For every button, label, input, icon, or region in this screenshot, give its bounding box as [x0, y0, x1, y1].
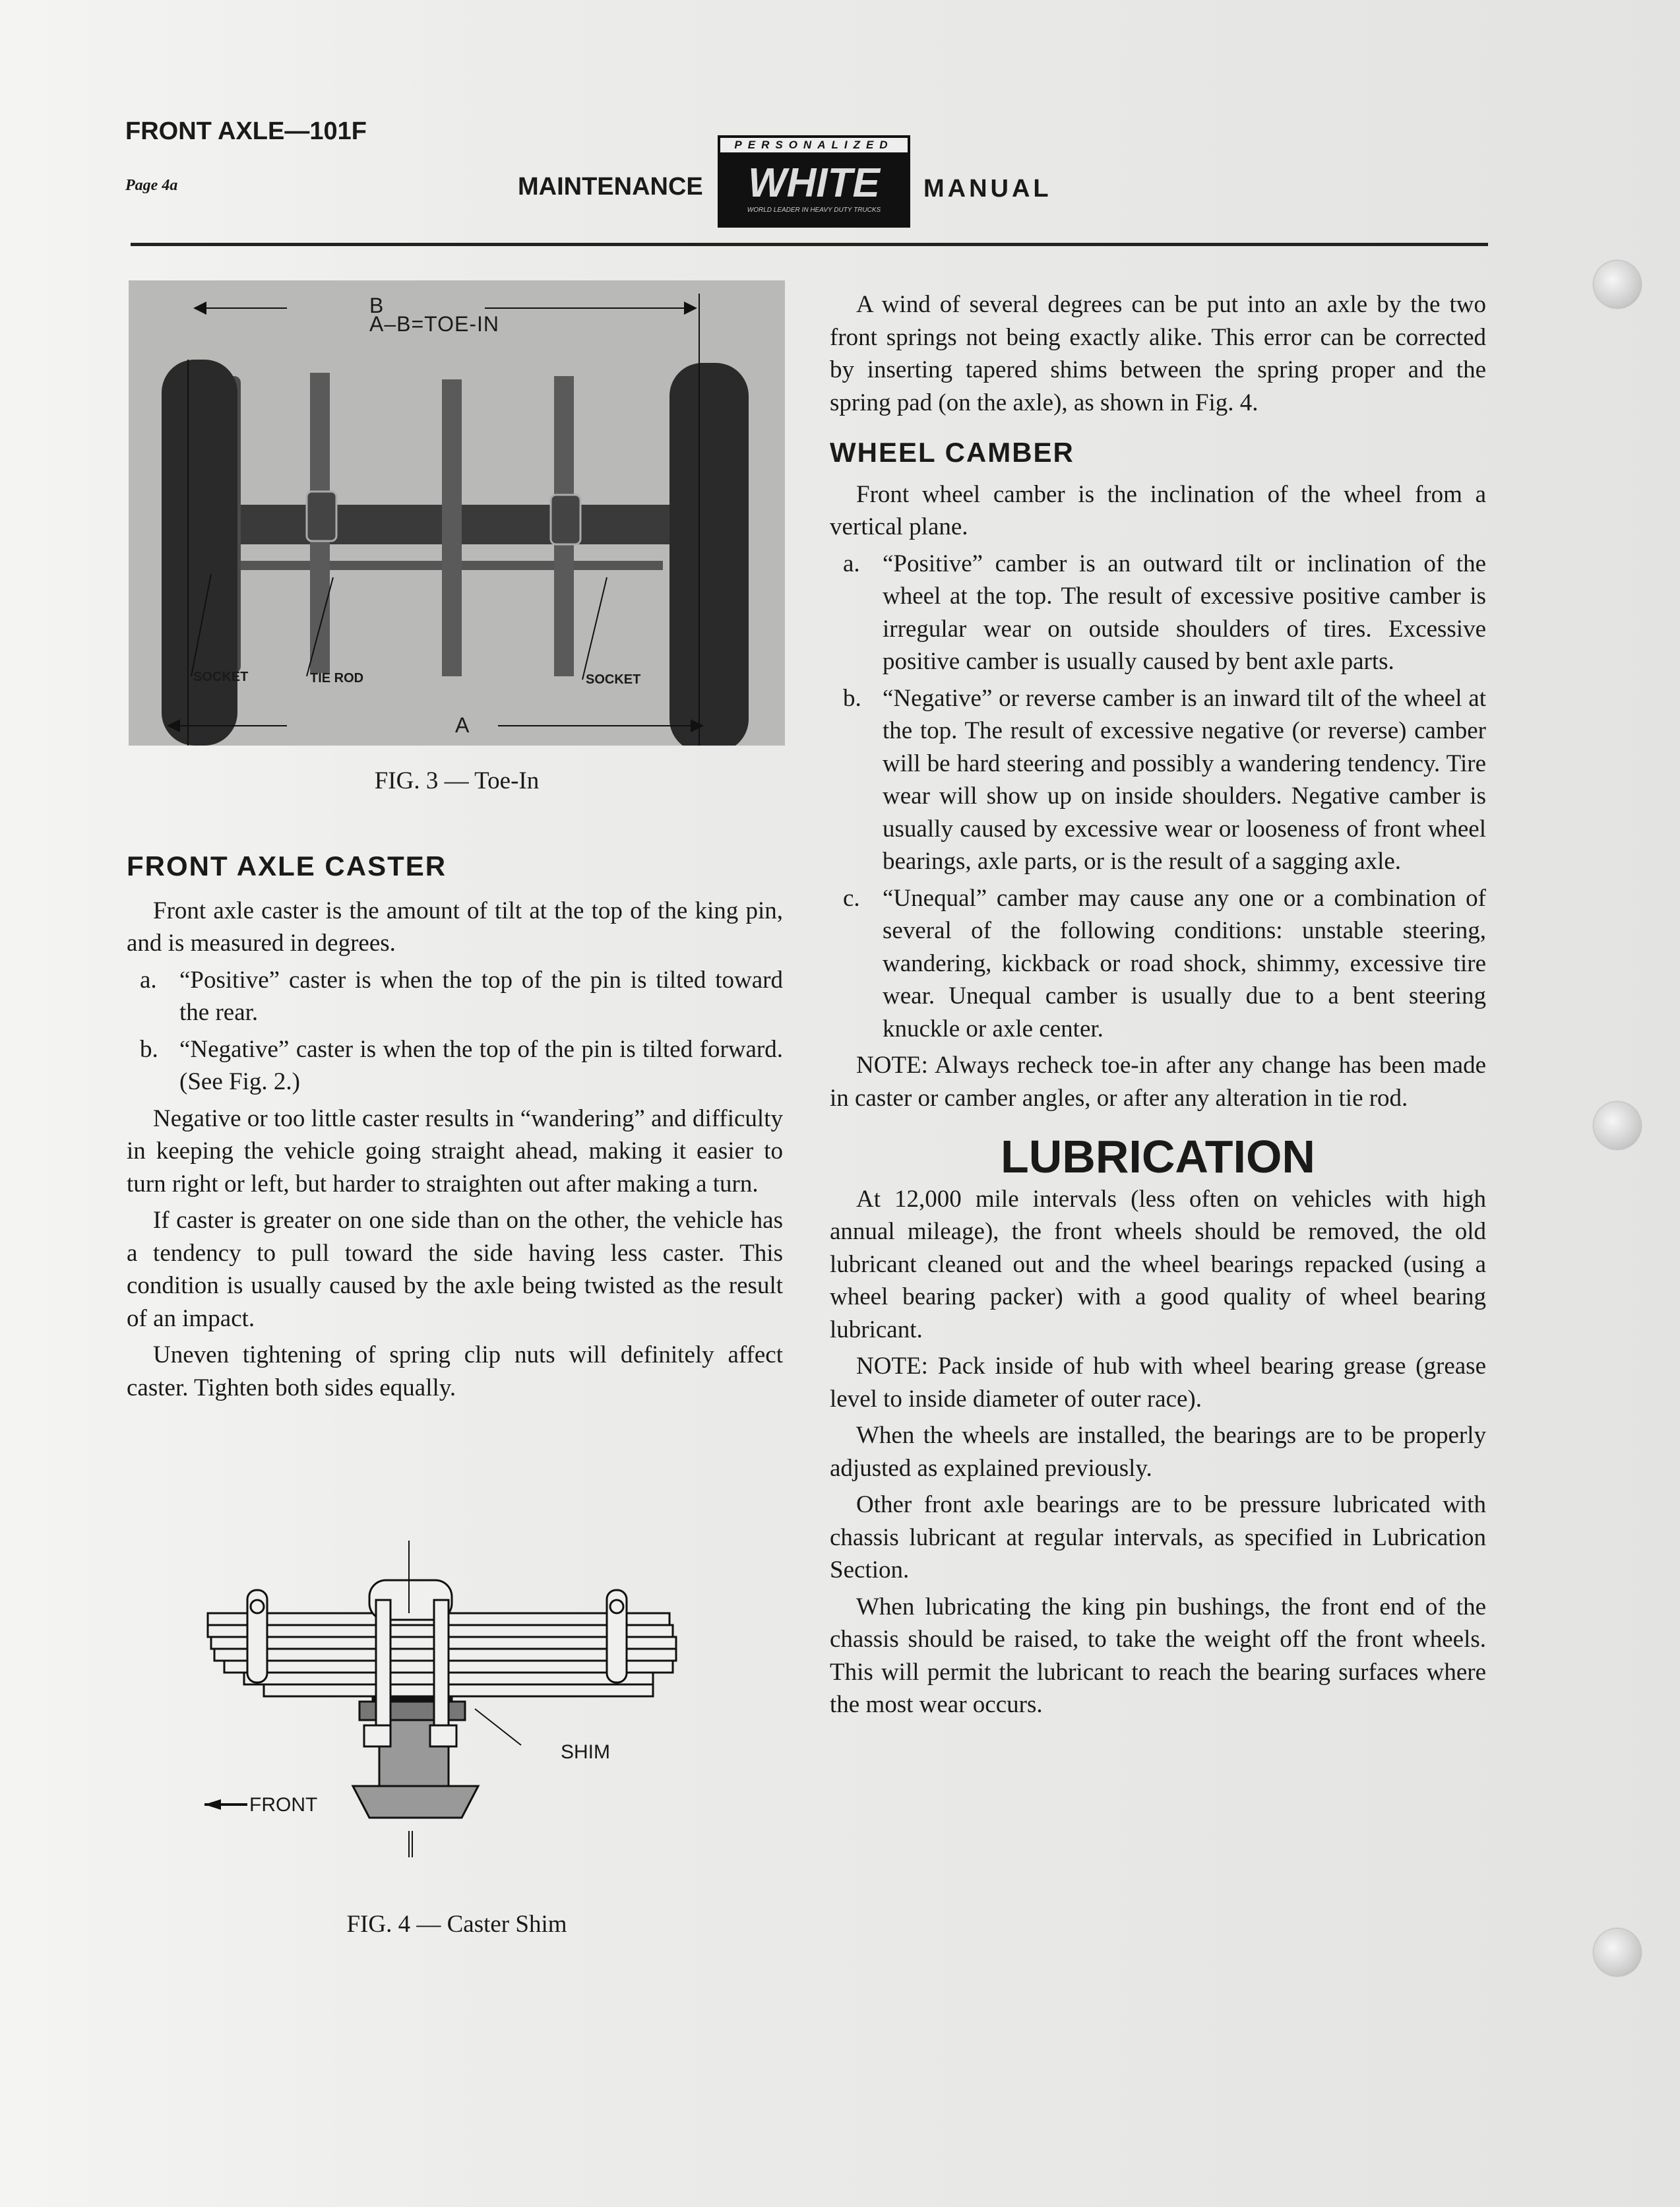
label-front: FRONT [249, 1794, 318, 1816]
figure-caster-shim [185, 1541, 712, 1884]
lubrication-paragraph: When lubricating the king pin bushings, the front end of the chassis should be raised, to take the weight off the front wheels. This will permit the lubricant to reach the bearing surfaces where the most wear occurs. [830, 1593, 1486, 1718]
caster-shim-diagram [185, 1541, 712, 1884]
right-column [830, 288, 1486, 1725]
item-text: “Positive” caster is when the top of the pin is tilted toward the rear. [179, 966, 783, 1026]
item-label: b. [843, 684, 861, 712]
caster-intro: Front axle caster is the amount of tilt at the top of the king pin, and is measured in degrees. [127, 897, 783, 957]
section-title: FRONT AXLE—101F [125, 117, 367, 145]
caster-item-b [127, 1033, 783, 1099]
binder-hole-icon [1594, 1929, 1641, 1976]
heading-lubrication: LUBRICATION [1001, 1131, 1315, 1182]
item-label: b. [140, 1035, 158, 1063]
label-socket-right: SOCKET [586, 672, 641, 687]
lubrication-paragraph: At 12,000 mile intervals (less often on vehicles with high annual mileage), the front wheels should be removed, the old lubricant cleaned out and the wheel bearings repacked (using a wheel bearing packer) with a good quality of wheel bearing lubricant. [830, 1185, 1486, 1343]
header-manual: MANUAL [923, 175, 1052, 203]
lubrication-paragraph: NOTE: Pack inside of hub with wheel bearing grease (grease level to inside diameter of outer race). [830, 1353, 1486, 1413]
logo-top-text: PERSONALIZED [720, 138, 908, 152]
caster-item-a [127, 964, 783, 1029]
fig3-caption: FIG. 3 — Toe-In [374, 767, 540, 794]
lubrication-paragraph: When the wheels are installed, the bearings are to be properly adjusted as explained previously. [830, 1422, 1486, 1482]
item-text: “Positive” camber is an outward tilt or inclination of the wheel at the top. The result of excessive positive camber is irregular wear on outside shoulders of tires. Excessive positive camber is usually caused by bent axle parts. [883, 550, 1486, 675]
binder-hole-icon [1594, 261, 1641, 308]
item-label: a. [140, 966, 157, 994]
caster-paragraph: Negative or too little caster results in “wandering” and difficulty in keeping the vehicle going straight ahead, making it easier to turn right or left, but harder to straighten out after making a turn. [127, 1104, 783, 1198]
label-formula: A–B=TOE-IN [369, 312, 500, 336]
label-a: A [455, 713, 470, 737]
right-tire [669, 363, 749, 746]
label-tie-rod: TIE ROD [310, 671, 364, 686]
item-label: a. [843, 550, 860, 577]
item-text: “Negative” caster is when the top of the pin is tilted forward. (See Fig. 2.) [179, 1035, 783, 1095]
label-b: B [369, 294, 384, 317]
item-text: “Unequal” camber may cause any one or a combination of several of the following conditions: unstable steering, wandering, kickback or road shock, shimmy, excessive tire wear. Unequal camber is usually due to a bent steering knuckle or axle center. [883, 884, 1486, 1042]
figure-toe-in [129, 280, 785, 746]
camber-item-a [830, 548, 1486, 678]
camber-intro: Front wheel camber is the inclination of the wheel from a vertical plane. [830, 480, 1486, 540]
item-label: c. [843, 884, 860, 912]
binder-hole-icon [1594, 1102, 1641, 1149]
label-socket-left: SOCKET [193, 670, 249, 684]
camber-item-c [830, 882, 1486, 1046]
logo-tagline: WORLD LEADER IN HEAVY DUTY TRUCKS [747, 207, 881, 214]
fig4-caption: FIG. 4 — Caster Shim [346, 1911, 567, 1938]
left-tire [162, 360, 237, 746]
caster-paragraph: Uneven tightening of spring clip nuts will definitely affect caster. Tighten both sides equally. [127, 1341, 783, 1401]
camber-item-b [830, 682, 1486, 878]
header-maintenance: MAINTENANCE [518, 173, 703, 201]
lubrication-paragraph: Other front axle bearings are to be pressure lubricated with chassis lubricant at regular intervals, as specified in Lubrication Section. [830, 1491, 1486, 1583]
white-logo [718, 135, 910, 228]
axle-wind-paragraph: A wind of several degrees can be put into an axle by the two front springs not being exactly alike. This error can be corrected by inserting tapered shims between the spring proper and the spring pad (on the axle), as shown in Fig. 4. [830, 291, 1486, 416]
header-rule [131, 243, 1488, 246]
heading-wheel-camber: WHEEL CAMBER [830, 437, 1074, 468]
caster-paragraph: If caster is greater on one side than on the other, the vehicle has a tendency to pull toward the side having less caster. This condition is usually caused by the axle being twisted as the result of an impact. [127, 1207, 783, 1332]
item-text: “Negative” or reverse camber is an inward tilt of the wheel at the top. The result of excessive negative (or reverse) camber will be hard steering and possibly a wandering tendency. Tire wear will show up on inside shoulders. Negative camber is usually caused by excessive wear or looseness of front wheel bearings, axle parts, or is the result of a sagging axle. [883, 684, 1486, 875]
logo-brand: WHITE [748, 160, 880, 206]
left-column [127, 850, 783, 1408]
label-shim: SHIM [561, 1741, 610, 1763]
camber-note: NOTE: Always recheck toe-in after any change has been made in caster or camber angles, or after any alteration in tie rod. [830, 1052, 1486, 1112]
page-number: Page 4a [125, 177, 178, 194]
heading-front-axle-caster: FRONT AXLE CASTER [127, 850, 447, 881]
